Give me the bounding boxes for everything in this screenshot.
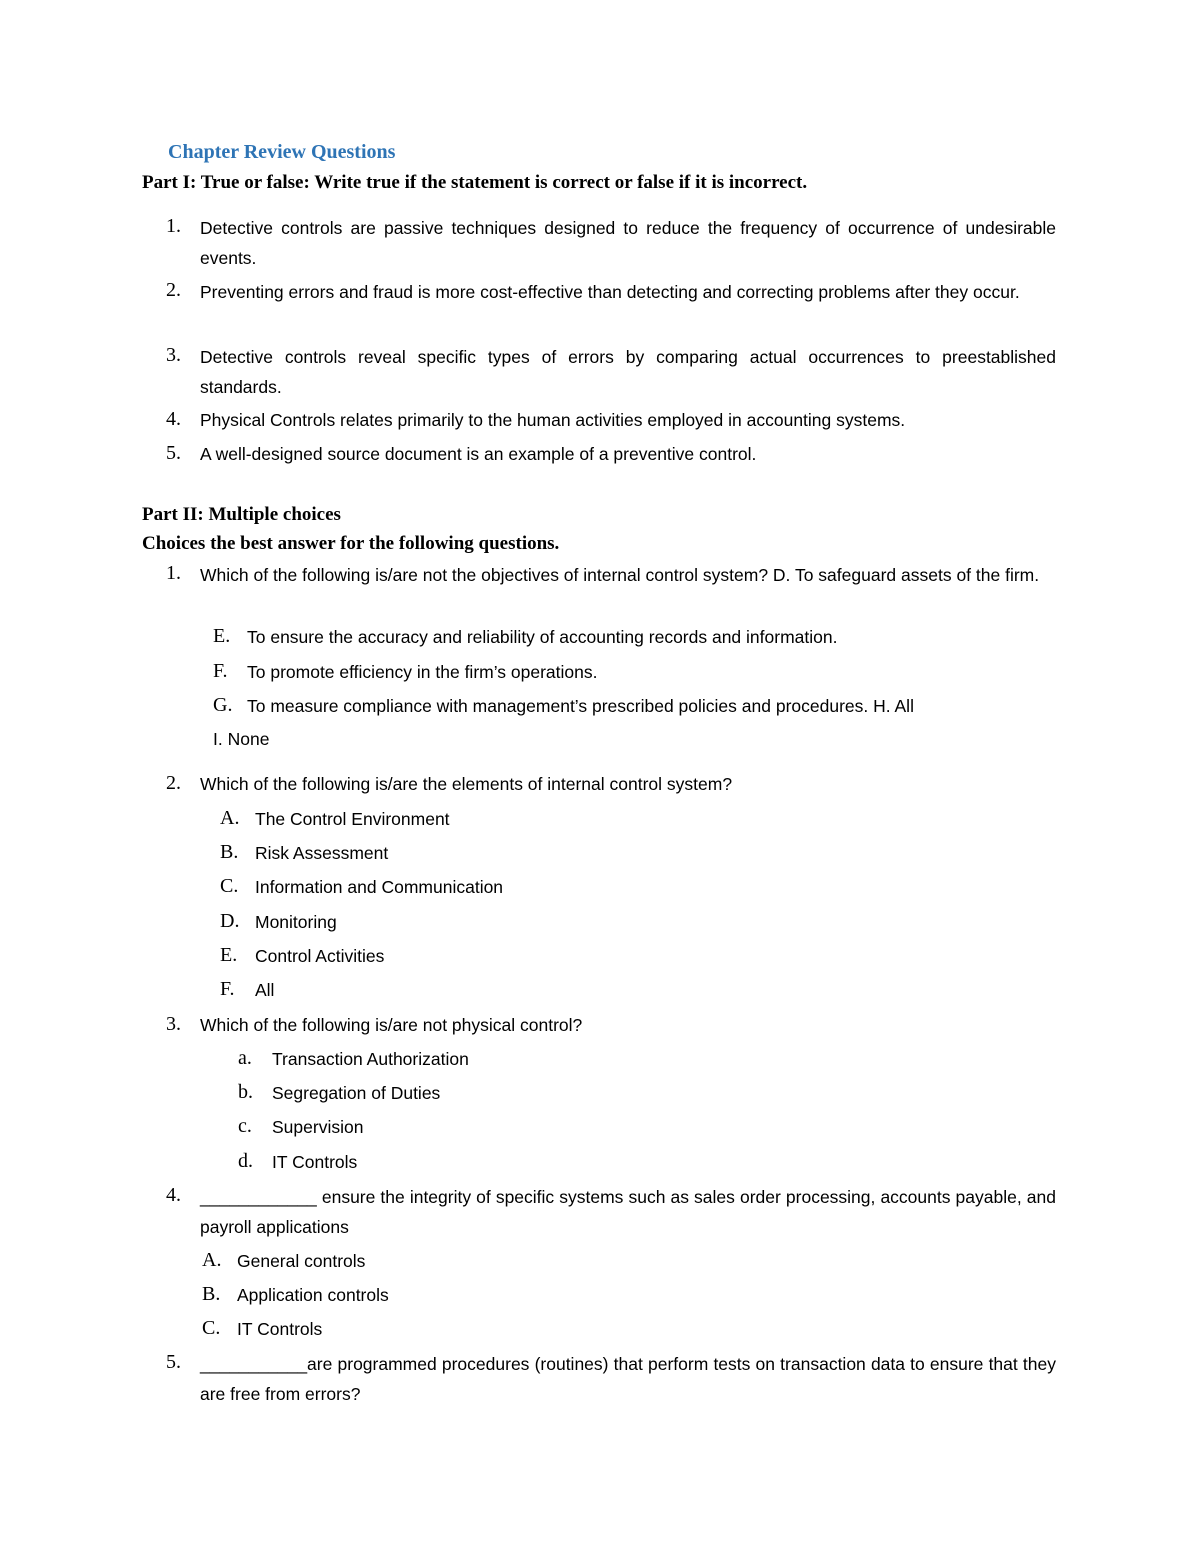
question-number: 3.	[166, 1013, 181, 1035]
option-text: The Control Environment	[255, 809, 450, 829]
list-item-text: Preventing errors and fraud is more cost-effective than detecting and correcting problems after they occur.	[200, 282, 1020, 302]
option-text: General controls	[237, 1251, 366, 1271]
option-text: To promote efficiency in the firm’s operations.	[247, 662, 598, 682]
option-letter: A.	[202, 1249, 222, 1271]
question-text: Which of the following is/are the elements of internal control system?	[200, 774, 733, 794]
question-number: 2.	[166, 772, 181, 794]
list-item-text: Detective controls are passive techniques designed to reduce the frequency of occurrence of undesirable events.	[200, 218, 1056, 268]
option-letter: G.	[213, 694, 233, 716]
question-number: 5.	[166, 1351, 181, 1373]
question-text: Which of the following is/are not physical control?	[200, 1015, 583, 1035]
option-text: Segregation of Duties	[272, 1083, 441, 1103]
option-letter: E.	[220, 944, 238, 966]
list-item-text: Physical Controls relates primarily to the human activities employed in accounting systems.	[200, 410, 906, 430]
option-text: Supervision	[272, 1117, 364, 1137]
option-text: All	[255, 980, 275, 1000]
question-text: ____________ ensure the integrity of specific systems such as sales order processing, accounts payable, and payroll applications	[200, 1187, 1056, 1237]
question-text: ___________are programmed procedures (routines) that perform tests on transaction data to ensure that they are free from errors?	[200, 1354, 1056, 1404]
option-text: Information and Communication	[255, 877, 504, 897]
option-letter: F.	[220, 978, 235, 1000]
option-letter: b.	[238, 1081, 253, 1103]
list-item-text: Detective controls reveal specific types of errors by comparing actual occurrences to preestablished standards.	[200, 347, 1056, 397]
option-letter: B.	[202, 1283, 221, 1305]
list-item-number: 3.	[166, 344, 181, 366]
option-text: IT Controls	[237, 1319, 323, 1339]
question-number: 4.	[166, 1184, 181, 1206]
option-letter: A.	[220, 807, 240, 829]
option-text: Monitoring	[255, 912, 337, 932]
option-text: Risk Assessment	[255, 843, 389, 863]
option-text: To measure compliance with management’s prescribed policies and procedures. H. All	[247, 696, 914, 716]
question-text: Which of the following is/are not the objectives of internal control system? D. To safeguard assets of the firm.	[200, 565, 1040, 585]
option-letter: D.	[220, 910, 240, 932]
page-title: Chapter Review Questions	[168, 141, 396, 163]
list-item-number: 1.	[166, 215, 181, 237]
option-text: I. None	[213, 729, 270, 749]
option-letter: B.	[220, 841, 239, 863]
option-letter: a.	[238, 1047, 252, 1069]
option-text: Control Activities	[255, 946, 385, 966]
part2-heading: Part II: Multiple choices	[142, 504, 341, 525]
option-letter: d.	[238, 1150, 253, 1172]
part1-heading: Part I: True or false: Write true if the statement is correct or false if it is incorrect.	[142, 172, 808, 193]
option-letter: c.	[238, 1115, 252, 1137]
list-item-text: A well-designed source document is an example of a preventive control.	[200, 444, 757, 464]
option-letter: C.	[202, 1317, 221, 1339]
option-letter: E.	[213, 625, 231, 647]
option-text: Transaction Authorization	[272, 1049, 469, 1069]
list-item-number: 2.	[166, 279, 181, 301]
list-item-number: 4.	[166, 408, 181, 430]
question-number: 1.	[166, 562, 181, 584]
list-item-number: 5.	[166, 442, 181, 464]
part2-subheading: Choices the best answer for the following questions.	[142, 533, 560, 554]
option-letter: F.	[213, 660, 228, 682]
option-letter: C.	[220, 875, 239, 897]
option-text: To ensure the accuracy and reliability of accounting records and information.	[247, 627, 838, 647]
option-text: IT Controls	[272, 1152, 358, 1172]
option-text: Application controls	[237, 1285, 389, 1305]
